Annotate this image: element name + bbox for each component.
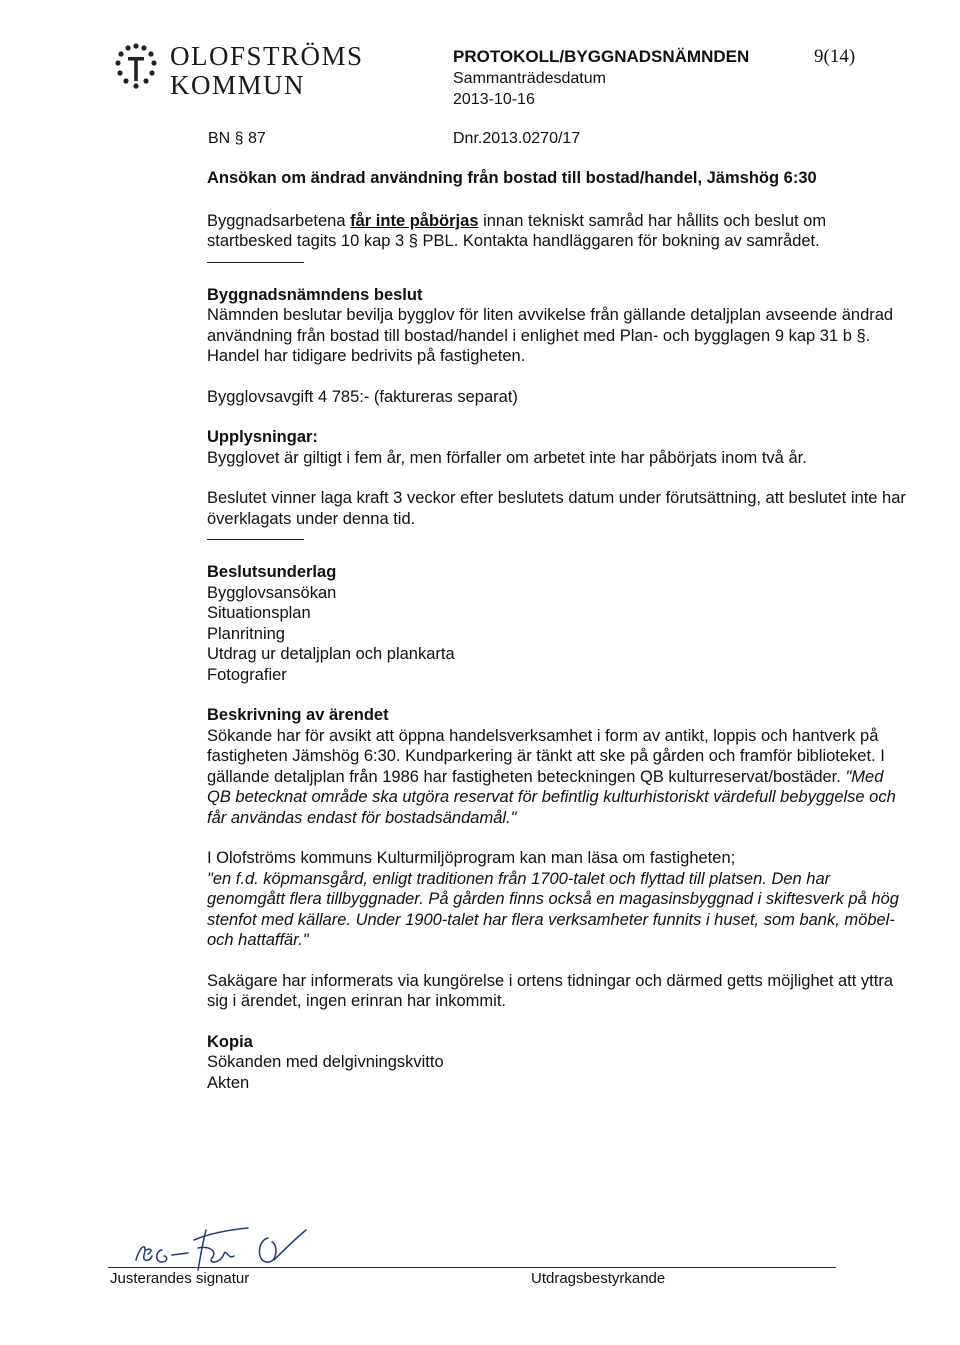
basis-item: Situationsplan: [207, 604, 311, 622]
document-body: [207, 168, 907, 1093]
signature-label-certifier: Utdragsbestyrkande: [531, 1270, 666, 1287]
description-text: Sökande har för avsikt att öppna handelsverksamhet i form av antikt, loppis och hantverk på fastigheten Jämshög 6:30. Kundparkering är tänkt att ske på gården och framför biblioteket. I gällande detaljplan från 1986 har fastigheten beteckningen QB kulturreservat/bostäder. "Med QB betecknat område ska utgöra reservat för befintlig kulturhistoriskt värdefull bebyggelse och får användas endast för bostadsändamål.": [207, 726, 896, 827]
municipality-name: OLOFSTRÖMS KOMMUN: [170, 41, 364, 100]
protocol-title: PROTOKOLL/BYGGNADSNÄMNDEN: [453, 47, 750, 66]
section-divider: [207, 539, 304, 540]
basis-item: Bygglovsansökan: [207, 583, 337, 602]
decision-heading: Byggnadsnämndens beslut: [207, 285, 423, 304]
municipality-logo: [106, 40, 166, 102]
basis-item: Fotografier: [207, 665, 287, 684]
program-intro: I Olofströms kommuns Kulturmiljöprogram kan man läsa om fastigheten;: [207, 849, 736, 867]
copy-heading: Kopia: [207, 1032, 253, 1051]
decision-text: Nämnden beslutar bevilja bygglov för liten avvikelse från gällande detaljplan avseende ändrad användning från bostad till bostad/handel i enlighet med Plan- och bygglagen 9 kap 31 b §. Handel har tidigare bedrivits på fastigheten.: [207, 306, 894, 365]
copy-item: Sökanden med delgivningskvitto: [207, 1053, 444, 1071]
info-text: Bygglovet är giltigt i fem år, men förfaller om arbetet inte har påbörjats inom två år.: [207, 448, 807, 467]
signature-label-adjuster: Justerandes signatur: [110, 1270, 250, 1287]
fee-text: Bygglovsavgift 4 785:- (faktureras separat): [207, 387, 518, 406]
plan-quote: "Med QB betecknat område ska utgöra reservat för befintlig kulturhistoriskt värdefull bebyggelse och får användas endast för bostadsändamål.": [207, 767, 896, 827]
owners-text: Sakägare har informerats via kungörelse i ortens tidningar och därmed getts möjlighet att yttra sig i ärendet, ingen erinran har inkommit.: [207, 971, 894, 1010]
intro-paragraph: Byggnadsarbetena får inte påbörjas innan tekniskt samråd har hållits och beslut om startbesked tagits 10 kap 3 § PBL. Kontakta handläggaren för bokning av samrådet.: [207, 211, 827, 250]
description-heading: Beskrivning av ärendet: [207, 706, 389, 724]
program-quote: "en f.d. köpmansgård, enligt traditionen från 1700-talet och flyttad till platsen. Den har genomgått flera tillbyggnader. På gården finns också en magasinsbyggnad i skiftesverk på hög stenfot med källare. Under 1900-talet har flera verksamheter funnits i huset, som bank, möbel- och hattaffär.": [207, 869, 899, 949]
basis-item: Planritning: [207, 624, 285, 643]
basis-heading: Beslutsunderlag: [207, 563, 337, 581]
case-registration-number: Dnr.2013.0270/17: [453, 130, 581, 147]
case-paragraph-number: BN § 87: [208, 130, 266, 147]
signature-line: [108, 1267, 836, 1268]
page-number: 9(14): [814, 46, 856, 67]
legal-text: Beslutet vinner laga kraft 3 veckor efter beslutets datum under förutsättning, att beslutet inte har överklagats under denna tid.: [207, 489, 906, 528]
info-heading: Upplysningar:: [207, 428, 318, 446]
case-heading: Ansökan om ändrad användning från bostad till bostad/handel, Jämshög 6:30: [207, 169, 817, 187]
section-divider: [207, 262, 304, 263]
emphasis-text: får inte påbörjas: [350, 211, 479, 230]
meeting-date-label: Sammanträdesdatum: [453, 70, 606, 87]
copy-item: Akten: [207, 1073, 250, 1092]
basis-item: Utdrag ur detaljplan och plankarta: [207, 645, 455, 663]
meeting-date: 2013-10-16: [453, 91, 535, 108]
